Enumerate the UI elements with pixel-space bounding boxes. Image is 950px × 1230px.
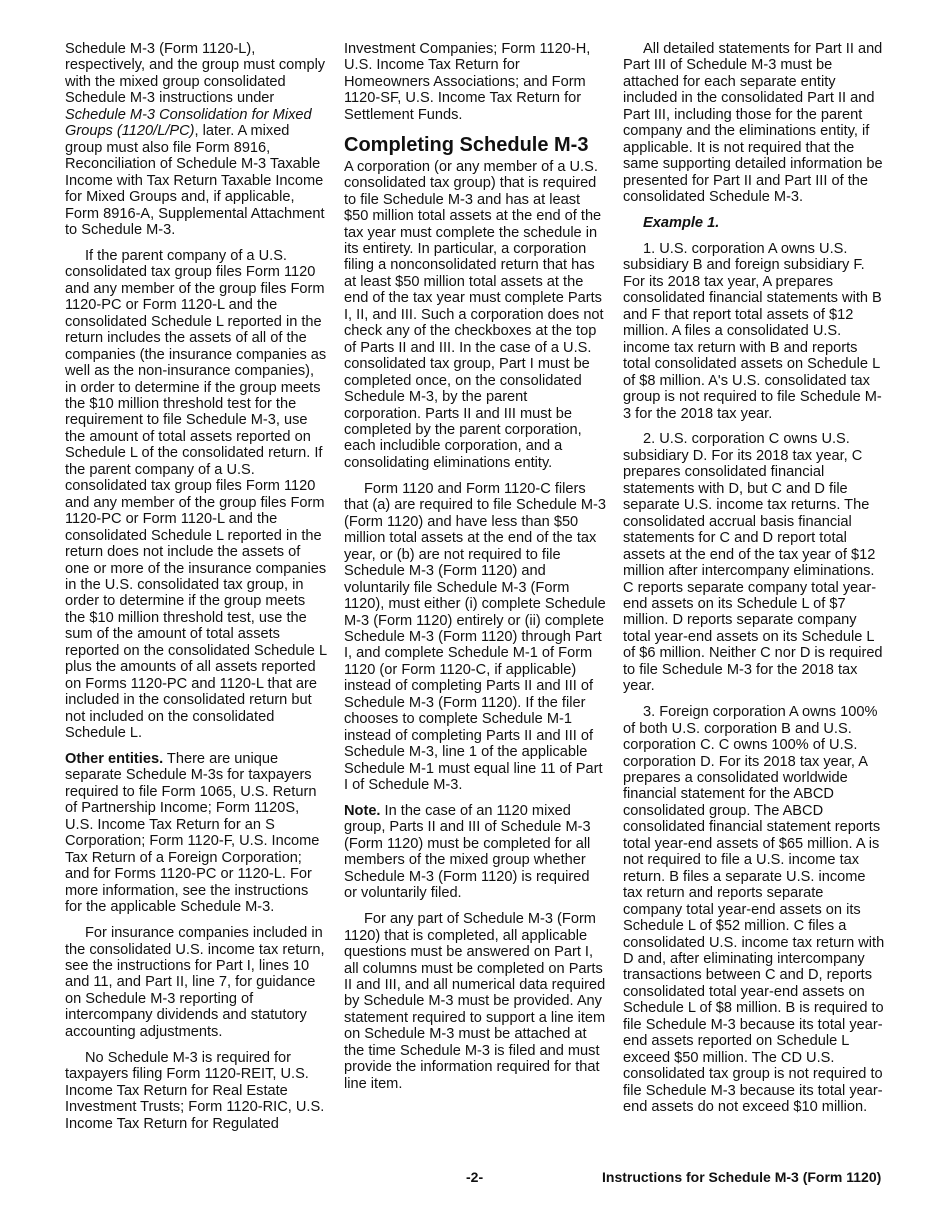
page-number: -2-: [466, 1169, 484, 1185]
paragraph-completing-entirety: A corporation (or any member of a U.S. consolidated tax group) that is required to file Schedule M-3 and has at least $50 million total assets at the end of the tax year must complete the schedule in its entirety. In particular, a corporation filing a nonconsolidated return that has at least $50 million total assets at the end of the tax year must complete Parts I, II, and III. Such a corporation does not check any of the checkboxes at the top of Parts II and III. In the case of a U.S. consolidated tax group, Part I must be completed once, on the consolidated Schedule M-3, by the parent corporation. Parts II and III must be completed by the parent corporation, each includible corporation, and a consolidating eliminations entity.: [344, 158, 604, 471]
example-title: Example 1.: [643, 215, 720, 232]
paragraph-other-entities: Other entities. There are unique separate Schedule M-3s for taxpayers required to file Form 1065, U.S. Return of Partnership Income; Form 1120S, U.S. Income Tax Return for an S Corporation; Form 1120-F, U.S. Income Tax Return of a Foreign Corporation; and for Forms 1120-PC or 1120-L. For more information, see the instructions for the applicable Schedule M-3.: [65, 751, 320, 916]
paragraph-threshold-test: If the parent company of a U.S. consolidated tax group files Form 1120 and any member of the group files Form 1120-PC or Form 1120-L and the consolidated Schedule L reported in the return includes the assets of all of the companies (the insurance companies as well as the non-insurance companies), in order to determine if the group meets the $10 million threshold test for the requirement to file Schedule M-3, use the amount of total assets reported on Schedule L of the consolidated return. If the parent company of a U.S. consolidated tax group files Form 1120 and any member of the group files Form 1120-PC or Form 1120-L and the consolidated Schedule L reported in the return does not include the assets of one or more of the insurance companies in the U.S. consolidated tax group, in order to determine if the group meets the $10 million threshold test, use the sum of the amount of total assets reported on the consolidated Schedule L plus the amounts of all assets reported on Forms 1120-PC and 1120-L that are included in the consolidated return but not included on the consolidated Schedule L.: [65, 247, 327, 742]
paragraph-mixed-group: Schedule M-3 (Form 1120-L), respectively, and the group must comply with the mixed group consolidated Schedule M-3 instructions under Schedule M-3 Consolidation for Mixed Groups (1120/L/PC), later. A mixed group must also file Form 8916, Reconciliation of Schedule M-3 Taxable Income with Tax Return Taxable Income for Mixed Groups and, if applicable, Form 8916-A, Supplemental Attachment to Schedule M-3.: [65, 41, 326, 238]
section-heading: Completing Schedule M-3: [344, 133, 589, 156]
example-item-1: 1. U.S. corporation A owns U.S. subsidiary B and foreign subsidiary F. For its 2018 tax year, A prepares consolidated financial statements with B and F that report total assets of $12 million. A files a consolidated U.S. income tax return with B and reports total consolidated assets on Schedule L of $8 million. A's U.S. consolidated tax group is not required to file Schedule M-3 for the 2018 tax year.: [623, 240, 882, 422]
paragraph-note: Note. In the case of an 1120 mixed group, Parts II and III of Schedule M-3 (Form 1120) must be completed for all members of the mixed group whether Schedule M-3 (Form 1120) is required or voluntarily filed.: [344, 802, 591, 902]
italic-reference: Schedule M-3 Consolidation for Mixed Groups (1120/L/PC): [65, 106, 312, 140]
paragraph-form-1120-filers: Form 1120 and Form 1120-C filers that (a) are required to file Schedule M-3 (Form 1120) and have less than $50 million total assets at the end of the tax year, or (b) are not required to file Schedule M-3 (Form 1120) and voluntarily file Schedule M-3 (Form 1120), must either (i) complete Schedule M-3 (Form 1120) entirely or (ii) complete Schedule M-3 (Form 1120) through Part I, and complete Schedule M-1 of Form 1120 (or Form 1120-C, if applicable) instead of completing Parts II and III of Schedule M-3 (Form 1120). If the filer chooses to complete Schedule M-1 instead of completing Parts II and III of Schedule M-3, line 1 of the applicable Schedule M-1 must equal line 11 of Part I of Schedule M-3.: [344, 480, 607, 794]
example-item-2: 2. U.S. corporation C owns U.S. subsidiary D. For its 2018 tax year, C prepares consolidated financial statements with D, but C and D file separate U.S. income tax returns. The consolidated accrual basis financial statements for C and D report total assets at the end of the tax year of $12 million after intercompany eliminations. C reports separate company total year-end assets on its Schedule L of $7 million. D reports separate company total year-end assets on its Schedule L of $6 million. Neither C nor D is required to file Schedule M-3 for the 2018 tax year.: [623, 431, 883, 695]
paragraph-completed-parts: For any part of Schedule M-3 (Form 1120) that is completed, all applicable questions must be answered on Part I, all columns must be completed on Parts II and III, and all numerical data required by Schedule M-3 must be provided. Any statement required to support a line item on Schedule M-3 must be attached at the time Schedule M-3 is filed and must provide the information required for that line item.: [344, 911, 606, 1092]
paragraph-no-schedule-required: No Schedule M-3 is required for taxpayers filing Form 1120-REIT, U.S. Income Tax Return for Real Estate Investment Trusts; Form 1120-RIC, U.S. Income Tax Return for Regulated: [65, 1049, 325, 1132]
footer-title: Instructions for Schedule M-3 (Form 1120): [602, 1169, 882, 1185]
column-middle: [344, 41, 606, 1102]
column-left: [65, 41, 327, 1142]
paragraph-insurance-companies: For insurance companies included in the consolidated U.S. income tax return, see the instructions for Part I, lines 10 and 11, and Part II, line 7, for guidance on Schedule M-3 reporting of intercompany dividends and statutory accounting adjustments.: [65, 925, 325, 1040]
other-entities-heading: Other entities.: [65, 751, 164, 768]
paragraph-investment-companies: Investment Companies; Form 1120-H, U.S. Income Tax Return for Homeowners Associations; and Form 1120-SF, U.S. Income Tax Return for Settlement Funds.: [344, 41, 591, 123]
example-item-3: 3. Foreign corporation A owns 100% of both U.S. corporation B and U.S. corporation C. C owns 100% of U.S. corporation D. For its 2018 tax year, A prepares a consolidated worldwide financial statement for the ABCD consolidated group. The ABCD consolidated financial statement reports total year-end assets of $65 million. A is not required to file a U.S. income tax return. B files a separate U.S. income tax return and reports separate company total year-end assets on its Schedule L of $52 million. C files a consolidated U.S. income tax return with D and, after eliminating intercompany transactions between C and D, reports consolidated total year-end assets on Schedule L of $8 million. B is required to file Schedule M-3 because its total year-end assets reported on Schedule L exceed $50 million. The CD U.S. consolidated tax group is not required to file Schedule M-3 because its total year-end assets do not exceed $10 million.: [623, 704, 885, 1116]
column-right: [623, 41, 885, 1125]
paragraph-detailed-statements: All detailed statements for Part II and Part III of Schedule M-3 must be attached for each separate entity included in the consolidated Part II and Part III, including those for the parent company and the eliminations entity, if applicable. It is not required that the same supporting detailed information be presented for Part II and Part III of the consolidated Schedule M-3.: [623, 41, 883, 206]
note-label: Note.: [344, 802, 381, 819]
